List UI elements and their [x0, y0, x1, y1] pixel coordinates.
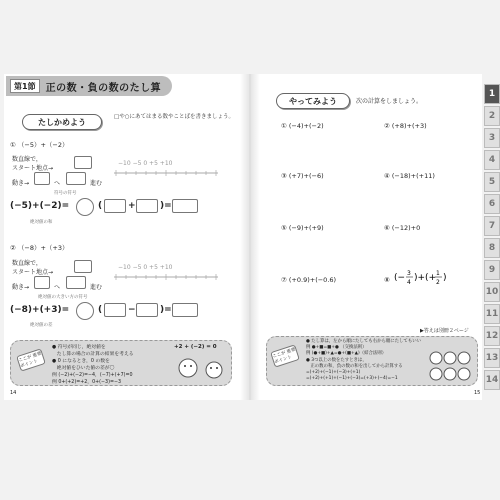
p2-move: 動き→: [12, 284, 30, 291]
p2-start-box[interactable]: [74, 260, 92, 273]
p1-move-box-1[interactable]: [34, 172, 50, 185]
chapter-thumb-13[interactable]: 13: [484, 348, 500, 368]
p2-line1: 数直線で，: [12, 260, 42, 267]
chapter-header: [6, 76, 172, 96]
right-problem-3: ③ (+7)+(−6): [281, 172, 324, 180]
right-tip-line-1: ● たし算は，左から順にたしても右から順にたしてもいい: [306, 339, 421, 344]
chapter-number: 第1節: [10, 79, 40, 93]
left-tip-line-6: 例 0+(+2)=+2，0+(−3)=−3: [52, 380, 122, 385]
chapter-thumb-7[interactable]: 7: [484, 216, 500, 236]
left-tip-line-3: ● 0 になるとき，0 の数を: [52, 359, 110, 364]
chapter-thumb-3[interactable]: 3: [484, 128, 500, 148]
p1-move-sep: へ: [54, 180, 61, 187]
p1-equation-left: (−5)+(−2)=: [10, 201, 70, 211]
p2-abs-box-1[interactable]: [104, 303, 126, 317]
right-problem-2: ② (+8)+(+3): [384, 122, 427, 130]
p1-abs-box-2[interactable]: [136, 199, 158, 213]
chapter-thumb-4[interactable]: 4: [484, 150, 500, 170]
left-tip-line-1: ● 符号が同じ，絶対値を: [52, 345, 106, 350]
p1-move-end: 進む: [90, 180, 103, 187]
right-problem-6: ⑥ (−12)+0: [384, 224, 421, 232]
page-number-left: 14: [10, 390, 17, 396]
chapter-thumb-10[interactable]: 10: [484, 282, 500, 302]
p1-start-box[interactable]: [74, 156, 92, 169]
right-instruction: 次の計算をしましょう。: [356, 98, 423, 105]
chapter-thumb-12[interactable]: 12: [484, 326, 500, 346]
right-tip-line-3: 例 (●+■)+▲=●+(■+▲)（結合法則）: [306, 351, 387, 357]
chapter-thumb-9[interactable]: 9: [484, 260, 500, 280]
p2-minus: −: [128, 305, 136, 315]
chapter-thumb-11[interactable]: 11: [484, 304, 500, 324]
p2-abs-box-2[interactable]: [136, 303, 158, 317]
right-tip-line-2: 例 ●+■=■+● （交換法則）: [306, 345, 367, 351]
p2-sign-circle[interactable]: [76, 302, 94, 320]
svg-text:(−: (−: [394, 273, 406, 283]
problem-1-label: ① （−5）+（−2）: [10, 141, 69, 149]
right-problem-4: ④ (−18)+(+11): [384, 172, 435, 180]
right-problem-7: ⑦ (+0.9)+(−0.6): [281, 276, 337, 284]
p1-number-line-scale: −10 −5 0 +5 +10: [118, 160, 173, 167]
answer-link[interactable]: ▶答えは別冊２ページ: [420, 328, 469, 334]
left-tip-line-5: 例 (−2)+(−2)=−4，(−7)+(+7)=0: [52, 373, 133, 378]
page-number-right: 15: [474, 390, 481, 396]
right-tip-line-4: ● 3つ以上の数をたすときは，: [306, 357, 367, 363]
left-tip-text: [52, 344, 170, 386]
p2-answer-box[interactable]: [172, 303, 198, 317]
p1-caption-bottom: 絶対値の和: [30, 220, 53, 225]
right-tip-line-5: 正の数の和，負の数の和を出してから計算する: [306, 363, 403, 369]
p2-move-box-2[interactable]: [66, 276, 86, 289]
p2-number-line-scale: −10 −5 0 +5 +10: [118, 264, 173, 271]
p2-caption-bottom: 絶対値の差: [30, 323, 53, 328]
chapter-thumb-2[interactable]: 2: [484, 106, 500, 126]
chapter-thumb-5[interactable]: 5: [484, 172, 500, 192]
p1-answer-box[interactable]: [172, 199, 198, 213]
svg-text:1: 1: [436, 270, 440, 277]
chapter-thumb-6[interactable]: 6: [484, 194, 500, 214]
right-problem-5: ⑤ (−9)+(+9): [281, 224, 324, 232]
svg-text:3: 3: [407, 270, 411, 277]
p2-move-sep: へ: [54, 284, 61, 291]
svg-text:)+(+: )+(+: [414, 273, 437, 283]
right-problem-8-label: ⑧: [384, 276, 390, 284]
right-problem-8-fractions: [394, 266, 450, 290]
p1-line1: 数直線で，: [12, 156, 42, 163]
left-tip-line-4: 絶対値をひいた値の差が〇: [52, 366, 115, 371]
p2-number-line: [114, 272, 218, 282]
svg-text:4: 4: [407, 279, 411, 286]
p2-paren-open: (: [98, 305, 103, 315]
p1-move: 動き→: [12, 180, 30, 187]
left-tip-tag: ここが 重要ポイント: [16, 348, 46, 371]
book-gutter: [240, 74, 260, 400]
chapter-title: 正の数・負の数のたし算: [45, 82, 162, 94]
p1-paren-open: (: [98, 201, 103, 211]
p2-line2: スタート地点→: [12, 269, 54, 276]
problem-2-label: ② （−8）+（+3）: [10, 244, 69, 252]
chapter-thumb-14[interactable]: 14: [484, 370, 500, 390]
animal-group-illustration: [428, 348, 474, 384]
svg-text:): ): [443, 273, 447, 283]
p2-caption-top: 絶対値の大きい方の符号: [38, 295, 88, 300]
tab-try: やってみよう: [276, 93, 350, 109]
chapter-thumb-1[interactable]: 1: [484, 84, 500, 104]
p1-number-line: [114, 168, 218, 178]
instruction-note: □や○にあてはまる数やことばを書きましょう。: [114, 114, 234, 120]
mascot-illustration: [176, 354, 226, 384]
p2-paren-close: )=: [160, 305, 172, 315]
right-tip-line-7: =(+2)+(+1)+(−1)+(−3)=(+3)+(−4)=−1: [306, 376, 398, 382]
tab-check: たしかめよう: [22, 114, 102, 130]
right-tip-line-6: =(+2)+(−1)+(−3)+(+1): [306, 370, 361, 376]
chapter-thumb-8[interactable]: 8: [484, 238, 500, 258]
right-problem-1: ① (−4)+(−2): [281, 122, 324, 130]
p2-move-box-1[interactable]: [34, 276, 50, 289]
p2-equation-left: (−8)+(+3)=: [10, 305, 70, 315]
p1-move-box-2[interactable]: [66, 172, 86, 185]
left-tip-line-2: たし算の場合の計算の結果を考える: [52, 352, 134, 357]
p1-plus: +: [128, 201, 136, 211]
p1-abs-box-1[interactable]: [104, 199, 126, 213]
p1-sign-circle[interactable]: [76, 198, 94, 216]
left-tip-badge: +2 + (−2) = 0: [174, 344, 217, 350]
right-tip-tag: ここが 重要ポイント: [270, 344, 300, 367]
p2-move-end: 進む: [90, 284, 103, 291]
p1-line2: スタート地点→: [12, 165, 54, 172]
p1-caption-top: 符号の符号: [54, 191, 77, 196]
svg-text:2: 2: [436, 279, 440, 286]
p1-paren-close: )=: [160, 201, 172, 211]
right-tip-text: [306, 339, 426, 382]
